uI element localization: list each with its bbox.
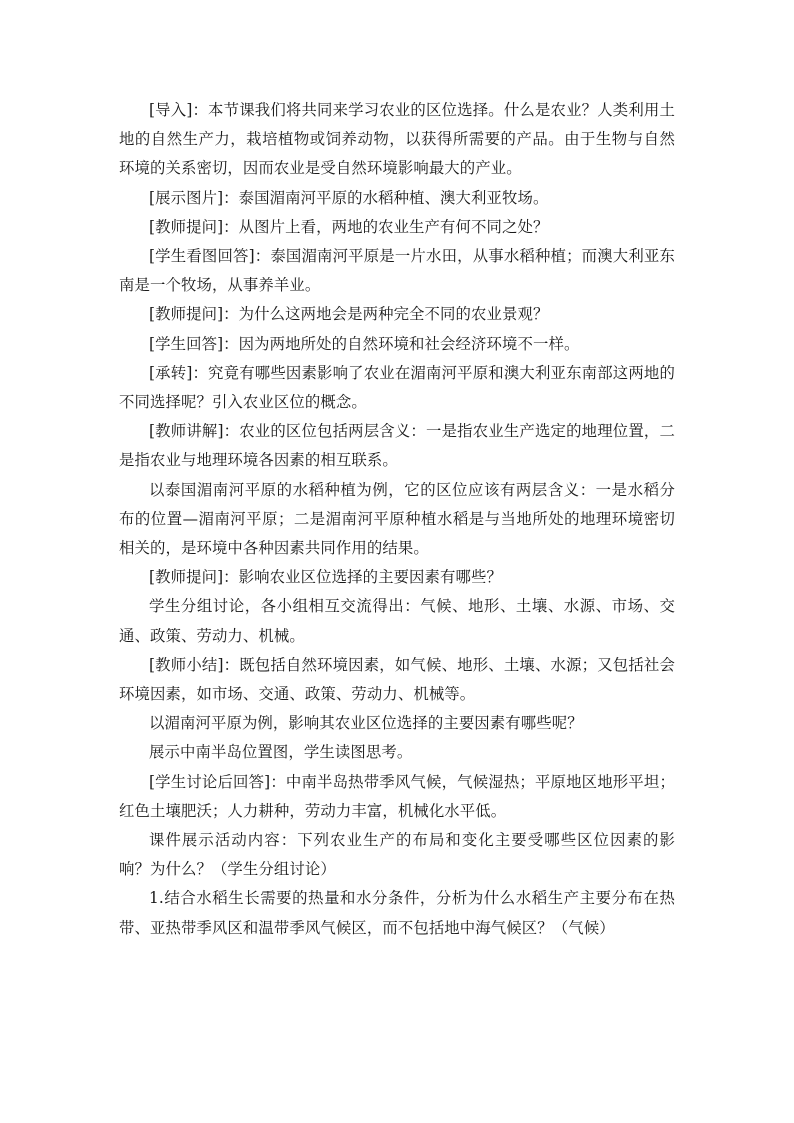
paragraph-teacher-explanation: [教师讲解]：农业的区位包括两层含义：一是指农业生产选定的地理位置，二是指农业与地理环境各因素的相互联系。 xyxy=(119,422,675,470)
paragraph-intro: [导入]：本节课我们将共同来学习农业的区位选择。什么是农业？人类利用土地的自然生产力，栽培植物或饲养动物，以获得所需要的产品。由于生物与自然环境的关系密切，因而农业是受自然环境影响最大的产业。 xyxy=(119,101,675,178)
paragraph-teacher-summary: [教师小结]：既包括自然环境因素，如气候、地形、土壤、水源；又包括社会环境因素，如市场、交通、政策、劳动力、机械等。 xyxy=(119,655,675,704)
paragraph-activity-item-1: 1.结合水稻生长需要的热量和水分条件，分析为什么水稻生产主要分布在热带、亚热带季风区和温带季风气候区，而不包括地中海气候区？（气候） xyxy=(119,889,675,937)
paragraph-student-answer-3: [学生讨论后回答]：中南半岛热带季风气候，气候湿热；平原地区地形平坦；红色土壤肥沃；人力耕种，劳动力丰富，机械化水平低。 xyxy=(119,772,675,820)
paragraph-show-map: 展示中南半岛位置图，学生读图思考。 xyxy=(149,743,413,762)
paragraph-transition: [承转]：究竟有哪些因素影响了农业在湄南河平原和澳大利亚东南部这两地的不同选择呢？引入农业区位的概念。 xyxy=(119,363,675,412)
paragraph-show-pictures: [展示图片]：泰国湄南河平原的水稻种植、澳大利亚牧场。 xyxy=(149,188,549,207)
paragraph-student-answer-1: [学生看图回答]：泰国湄南河平原是一片水田，从事水稻种植；而澳大利亚东南是一个牧场，从事养羊业。 xyxy=(119,247,675,295)
paragraph-example: 以泰国湄南河平原的水稻种植为例，它的区位应该有两层含义：一是水稻分布的位置—湄南河平原；二是湄南河平原种植水稻是与当地所处的地理环境密切相关的，是环境中各种因素共同作用的结果。 xyxy=(119,480,675,558)
paragraph-student-answer-2: [学生回答]：因为两地所处的自然环境和社会经济环境不一样。 xyxy=(149,334,580,353)
paragraph-teacher-question-1: [教师提问]：从图片上看，两地的农业生产有何不同之处？ xyxy=(149,217,549,236)
document-body xyxy=(119,96,675,943)
paragraph-teacher-question-3: [教师提问]：影响农业区位选择的主要因素有哪些？ xyxy=(149,568,503,587)
paragraph-teacher-question-2: [教师提问]：为什么这两地会是两种完全不同的农业景观？ xyxy=(149,305,549,324)
paragraph-group-discussion: 学生分组讨论，各小组相互交流得出：气候、地形、土壤、水源、市场、交通、政策、劳动力、机械。 xyxy=(119,597,675,645)
paragraph-activity: 课件展示活动内容：下列农业生产的布局和变化主要受哪些区位因素的影响？为什么？（学生分组讨论） xyxy=(119,831,675,879)
paragraph-example-question: 以湄南河平原为例，影响其农业区位选择的主要因素有哪些呢？ xyxy=(149,714,583,733)
